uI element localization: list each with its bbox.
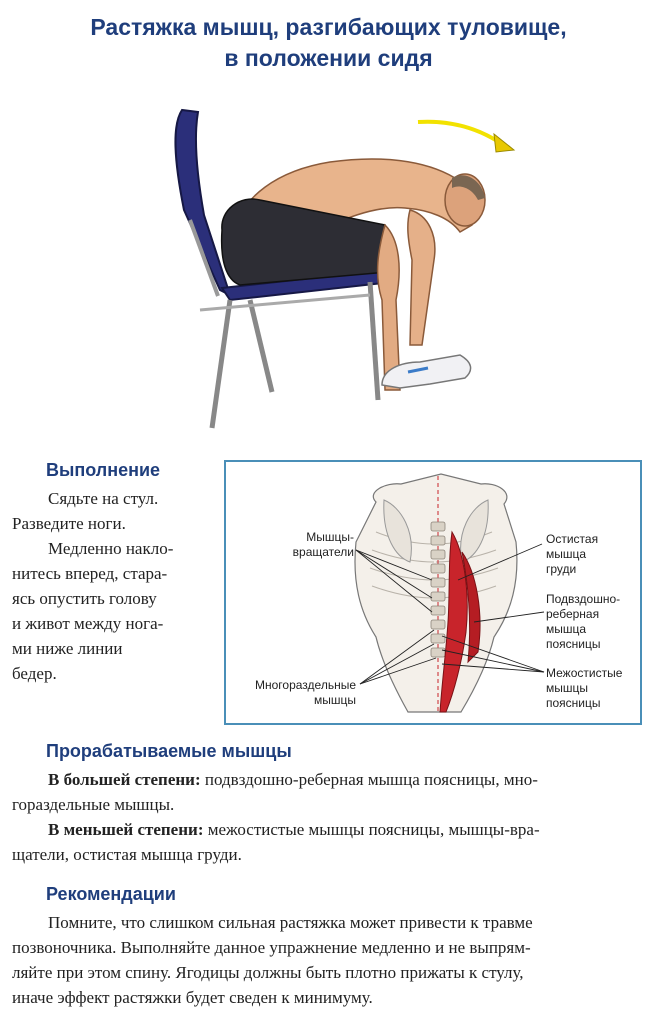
label-line: Многораздельные [255,678,356,692]
recommendations-text [12,910,648,1010]
primary-term: В большей степени: [48,770,201,789]
label-rotators [274,530,354,560]
label-line: вращатели [292,545,354,559]
stretch-direction-arrow [418,122,502,144]
muscles-heading: Прорабатываемые мышцы [46,741,292,761]
execution-line: Сядьте на стул. [48,489,159,508]
recommendation-line: иначе эффект растяжки будет сведен к минимуму. [12,988,373,1007]
muscles-primary-line-2: гораздельные мышцы. [12,795,175,814]
label-line: поясницы [546,696,601,710]
label-line: мышца [546,622,587,636]
execution-line: ясь опустить голову [12,589,157,608]
execution-line: бедер. [12,664,57,683]
label-line: мышцы [546,681,588,695]
label-interspinales [546,666,638,711]
execution-line: Медленно накло- [48,539,174,558]
label-line: Подвздошно- [546,592,621,606]
label-multifidus [232,678,356,708]
label-line: мышцы [314,693,356,707]
stretch-arrow-head [494,134,514,152]
label-spinalis [546,532,636,577]
label-line: реберная [546,607,600,621]
execution-line: Разведите ноги. [12,514,126,533]
page-title-line-2: в положении сидя [224,45,433,71]
page-title [0,12,657,74]
recommendations-heading: Рекомендации [46,884,176,904]
page-title-line-1: Растяжка мышц, разгибающих туловище, [90,14,567,40]
execution-line: нитесь вперед, стара- [12,564,168,583]
muscles-primary-line [12,767,648,792]
label-line: Межостистые [546,666,623,680]
muscles-text [12,767,648,867]
secondary-text: межостистые мышцы поясницы, мышцы-вра- [203,820,540,839]
label-line: груди [546,562,577,576]
secondary-term: В меньшей степени: [48,820,204,839]
recommendation-line: ляйте при этом спину. Ягодицы должны быть плотно прижаты к стулу, [12,963,524,982]
label-line: Остистая [546,532,599,546]
muscles-secondary-line [12,817,648,842]
execution-line: и живот между нога- [12,614,164,633]
label-line: мышца [546,547,587,561]
muscles-secondary-line-2: щатели, остистая мышца груди. [12,845,242,864]
primary-text: подвздошно-реберная мышца поясницы, мно- [200,770,538,789]
label-line: поясницы [546,637,601,651]
label-iliocostalis [546,592,638,652]
anatomy-figure [224,460,642,725]
recommendation-line: позвоночника. Выполняйте данное упражнение медленно и не выпрям- [12,938,531,957]
recommendation-line: Помните, что слишком сильная растяжка может привести к травме [48,913,533,932]
label-line: Мышцы- [306,530,354,544]
execution-heading: Выполнение [46,460,161,480]
execution-line: ми ниже линии [12,639,123,658]
exercise-illustration [160,100,520,440]
execution-text [12,486,217,686]
